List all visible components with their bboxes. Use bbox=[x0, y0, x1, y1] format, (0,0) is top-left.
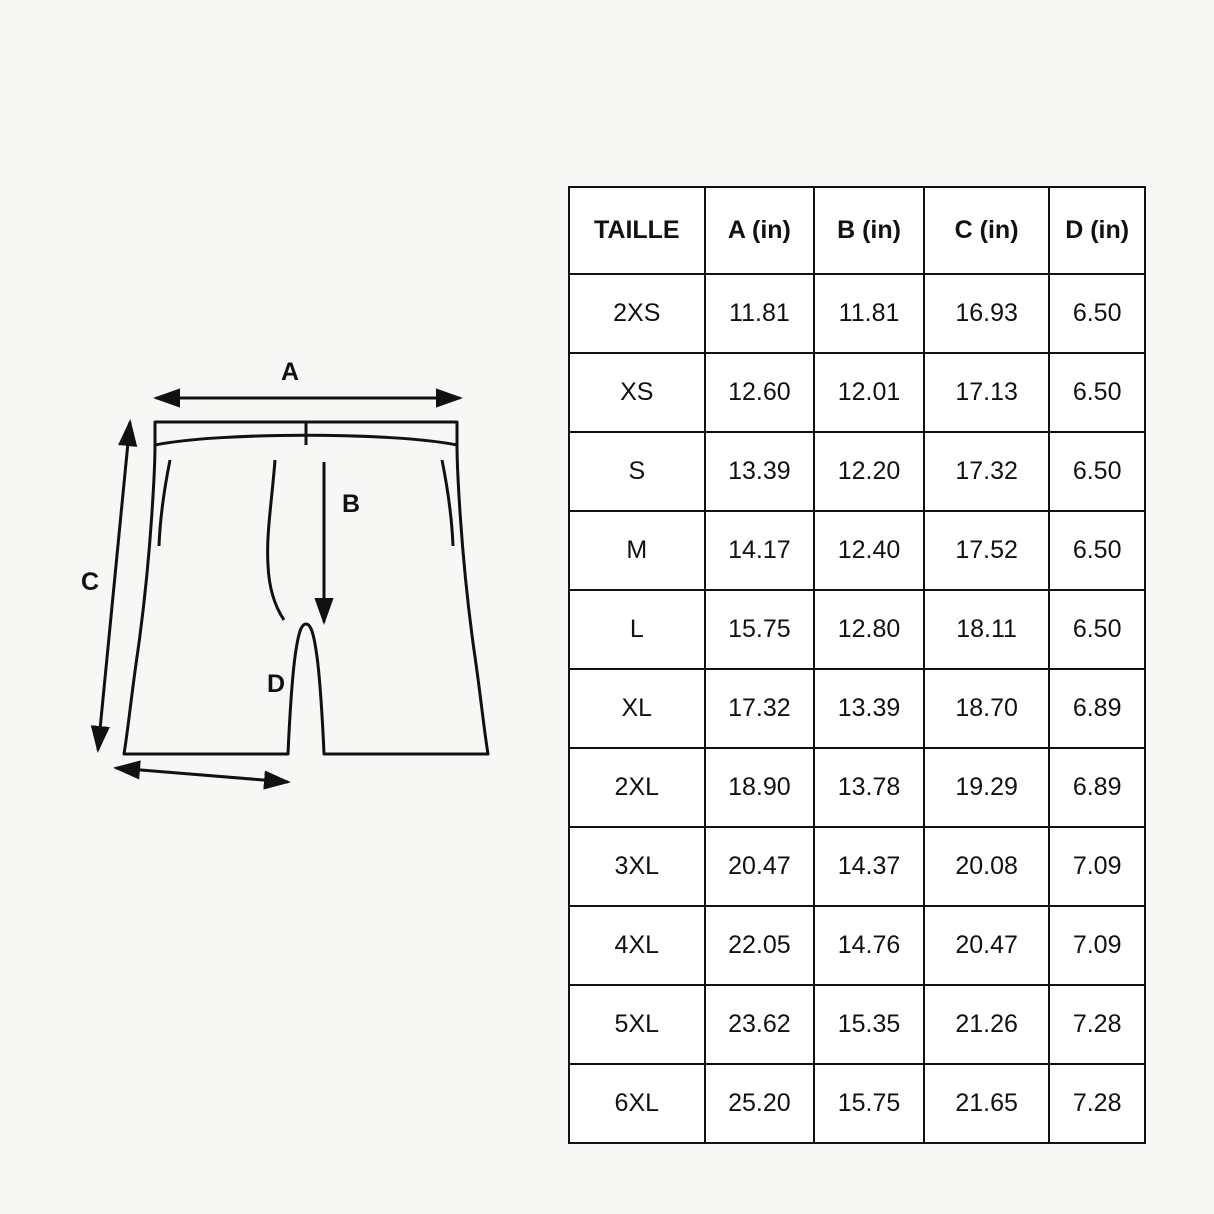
cell-d: 7.28 bbox=[1049, 1064, 1145, 1143]
cell-b: 12.20 bbox=[814, 432, 924, 511]
table-row bbox=[569, 906, 1145, 985]
cell-a: 13.39 bbox=[705, 432, 815, 511]
header-c: C (in) bbox=[924, 187, 1050, 274]
cell-d: 6.89 bbox=[1049, 748, 1145, 827]
table-row bbox=[569, 1064, 1145, 1143]
header-b: B (in) bbox=[814, 187, 924, 274]
dimension-d-label: D bbox=[266, 670, 286, 698]
cell-c: 21.26 bbox=[924, 985, 1050, 1064]
shorts-outline bbox=[124, 422, 488, 754]
cell-c: 20.47 bbox=[924, 906, 1050, 985]
cell-b: 12.01 bbox=[814, 353, 924, 432]
cell-d: 6.50 bbox=[1049, 432, 1145, 511]
cell-c: 16.93 bbox=[924, 274, 1050, 353]
cell-a: 11.81 bbox=[705, 274, 815, 353]
shorts-diagram bbox=[60, 350, 520, 810]
cell-d: 6.50 bbox=[1049, 353, 1145, 432]
table-row bbox=[569, 669, 1145, 748]
header-size: TAILLE bbox=[569, 187, 705, 274]
cell-size: 6XL bbox=[569, 1064, 705, 1143]
cell-a: 23.62 bbox=[705, 985, 815, 1064]
cell-a: 20.47 bbox=[705, 827, 815, 906]
cell-d: 6.50 bbox=[1049, 274, 1145, 353]
dimension-a bbox=[156, 358, 460, 398]
table-row bbox=[569, 432, 1145, 511]
cell-size: L bbox=[569, 590, 705, 669]
cell-size: XS bbox=[569, 353, 705, 432]
cell-c: 18.11 bbox=[924, 590, 1050, 669]
cell-b: 14.76 bbox=[814, 906, 924, 985]
header-a: A (in) bbox=[705, 187, 815, 274]
cell-b: 11.81 bbox=[814, 274, 924, 353]
table-row bbox=[569, 985, 1145, 1064]
cell-c: 21.65 bbox=[924, 1064, 1050, 1143]
cell-d: 7.28 bbox=[1049, 985, 1145, 1064]
cell-b: 12.40 bbox=[814, 511, 924, 590]
cell-b: 13.78 bbox=[814, 748, 924, 827]
cell-b: 13.39 bbox=[814, 669, 924, 748]
cell-d: 7.09 bbox=[1049, 906, 1145, 985]
size-table bbox=[568, 186, 1146, 1144]
cell-size: 3XL bbox=[569, 827, 705, 906]
table-header-row bbox=[569, 187, 1145, 274]
table-row bbox=[569, 511, 1145, 590]
dimension-c bbox=[81, 422, 130, 750]
cell-b: 15.75 bbox=[814, 1064, 924, 1143]
cell-size: 2XS bbox=[569, 274, 705, 353]
cell-c: 17.32 bbox=[924, 432, 1050, 511]
header-d: D (in) bbox=[1049, 187, 1145, 274]
cell-b: 15.35 bbox=[814, 985, 924, 1064]
cell-b: 12.80 bbox=[814, 590, 924, 669]
cell-a: 22.05 bbox=[705, 906, 815, 985]
dimension-b-label: B bbox=[342, 490, 361, 518]
cell-size: M bbox=[569, 511, 705, 590]
cell-c: 19.29 bbox=[924, 748, 1050, 827]
cell-c: 20.08 bbox=[924, 827, 1050, 906]
cell-a: 18.90 bbox=[705, 748, 815, 827]
cell-size: 4XL bbox=[569, 906, 705, 985]
cell-a: 25.20 bbox=[705, 1064, 815, 1143]
dimension-c-label: C bbox=[80, 568, 100, 596]
table-row bbox=[569, 274, 1145, 353]
table-row bbox=[569, 748, 1145, 827]
cell-c: 17.13 bbox=[924, 353, 1050, 432]
cell-d: 6.89 bbox=[1049, 669, 1145, 748]
cell-a: 12.60 bbox=[705, 353, 815, 432]
size-table-container bbox=[568, 186, 1146, 1144]
dimension-d bbox=[116, 670, 288, 782]
cell-size: S bbox=[569, 432, 705, 511]
table-row bbox=[569, 590, 1145, 669]
dimension-a-label: A bbox=[280, 358, 300, 386]
cell-d: 7.09 bbox=[1049, 827, 1145, 906]
cell-size: 2XL bbox=[569, 748, 705, 827]
cell-a: 17.32 bbox=[705, 669, 815, 748]
cell-d: 6.50 bbox=[1049, 590, 1145, 669]
cell-b: 14.37 bbox=[814, 827, 924, 906]
dimension-b bbox=[324, 462, 360, 622]
cell-size: 5XL bbox=[569, 985, 705, 1064]
table-row bbox=[569, 353, 1145, 432]
cell-d: 6.50 bbox=[1049, 511, 1145, 590]
cell-a: 15.75 bbox=[705, 590, 815, 669]
table-row bbox=[569, 827, 1145, 906]
cell-c: 17.52 bbox=[924, 511, 1050, 590]
cell-c: 18.70 bbox=[924, 669, 1050, 748]
cell-a: 14.17 bbox=[705, 511, 815, 590]
cell-size: XL bbox=[569, 669, 705, 748]
